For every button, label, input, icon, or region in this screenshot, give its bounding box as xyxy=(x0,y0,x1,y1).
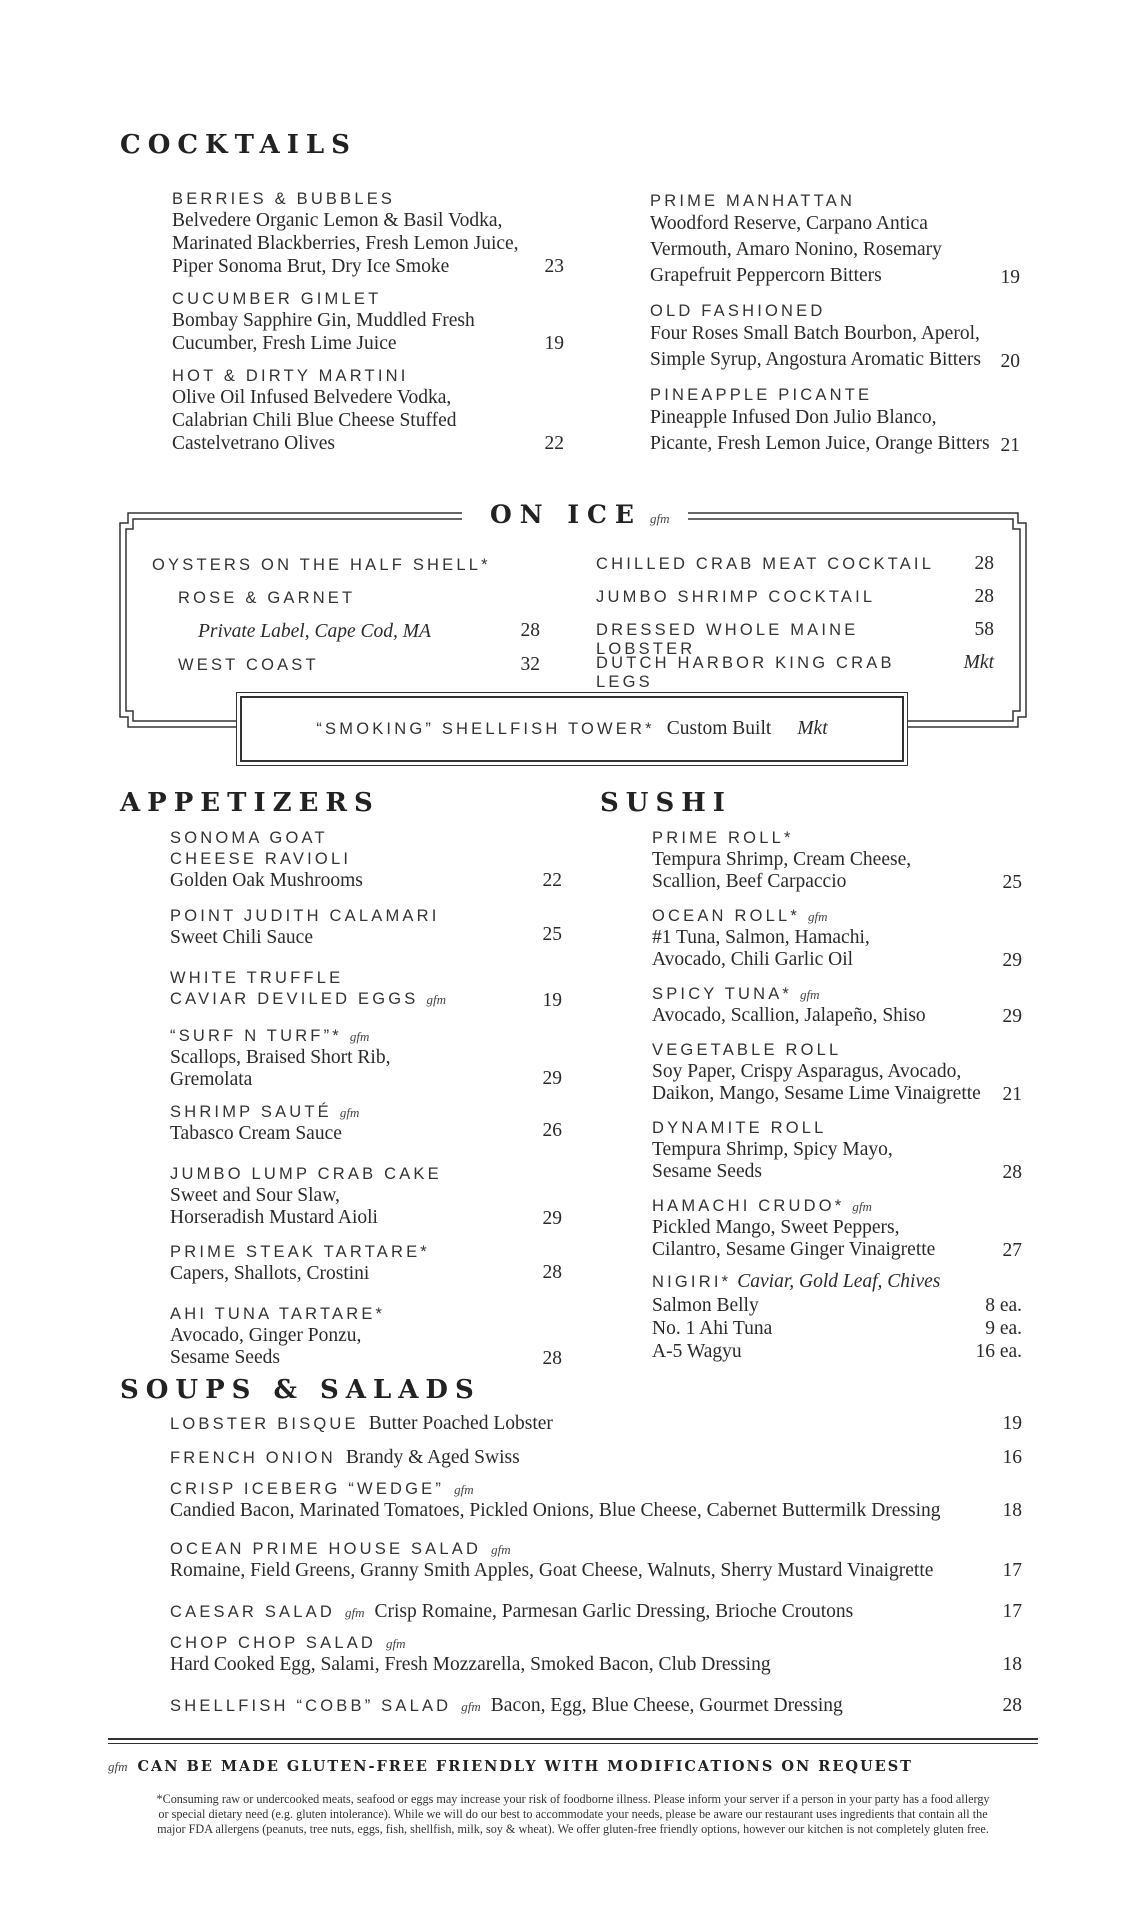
appetizers-column xyxy=(170,828,562,1370)
item-desc: Woodford Reserve, Carpano Antica xyxy=(650,213,928,234)
footer-divider xyxy=(108,1743,1038,1744)
menu-item xyxy=(652,906,1022,972)
item-price: 28 xyxy=(542,1262,562,1283)
item-price: 21 xyxy=(1000,435,1020,456)
item-price: Mkt xyxy=(963,652,994,673)
item-price: 18 xyxy=(1002,1654,1022,1675)
gfm-marker: gfm xyxy=(461,1699,481,1714)
item-desc: Marinated Blackberries, Fresh Lemon Juice, xyxy=(172,233,519,254)
item-name: VEGETABLE ROLL xyxy=(652,1041,842,1059)
item-name: “SURF N TURF”* xyxy=(170,1027,342,1045)
item-desc: Pickled Mango, Sweet Peppers, xyxy=(652,1217,900,1238)
item-name: HOT & DIRTY MARTINI xyxy=(172,367,409,385)
item-title-row xyxy=(170,1600,853,1623)
gfm-marker: gfm xyxy=(426,992,446,1007)
menu-item xyxy=(652,984,1022,1028)
item-desc: Sesame Seeds xyxy=(170,1347,280,1368)
gf-note: CAN BE MADE GLUTEN-FREE FRIENDLY WITH MODIFICATIONS ON REQUEST xyxy=(137,1758,913,1775)
list-item xyxy=(170,1600,1022,1634)
item-title-row xyxy=(170,1634,1022,1653)
menu-item xyxy=(652,1040,1022,1106)
item-desc: Hard Cooked Egg, Salami, Fresh Mozzarella, Smoked Bacon, Club Dressing xyxy=(170,1654,771,1675)
gfm-marker: gfm xyxy=(108,1759,128,1774)
item-title-row xyxy=(170,1480,1022,1499)
item-price: 21 xyxy=(1002,1084,1022,1105)
item-price: 17 xyxy=(1002,1560,1022,1581)
item-desc-row xyxy=(170,1499,1022,1522)
item-price: 9 ea. xyxy=(985,1318,1022,1339)
menu-item xyxy=(170,906,562,950)
disclaimer xyxy=(108,1792,1038,1837)
item-desc: Scallops, Braised Short Rib, xyxy=(170,1047,391,1068)
item-desc: Tempura Shrimp, Cream Cheese, xyxy=(652,849,912,870)
item-name: HAMACHI CRUDO* xyxy=(652,1197,845,1215)
item-name-row xyxy=(170,989,562,1010)
item-desc: A-5 Wagyu xyxy=(652,1341,742,1362)
item-price: 28 xyxy=(974,553,994,574)
gfm-marker: gfm xyxy=(808,909,828,924)
item-desc: Cilantro, Sesame Ginger Vinaigrette xyxy=(652,1239,936,1260)
rose-garnet-price: 28 xyxy=(520,620,540,641)
item-name: POINT JUDITH CALAMARI xyxy=(170,907,440,925)
disclaimer-line: *Consuming raw or undercooked meats, seafood or eggs may increase your risk of foodborne illness. Please inform your server if a person in your party has a food allergy xyxy=(156,1792,990,1806)
item-name-row xyxy=(652,1270,1022,1294)
item-desc: Sweet and Sour Slaw, xyxy=(170,1185,340,1206)
item-title-row xyxy=(170,1694,843,1717)
menu-item xyxy=(652,1196,1022,1262)
rose-garnet-origin: Private Label, Cape Cod, MA xyxy=(198,621,431,642)
item-desc: #1 Tuna, Salmon, Hamachi, xyxy=(652,927,870,948)
item-price: 16 xyxy=(1002,1447,1022,1468)
west-coast-price: 32 xyxy=(520,654,540,675)
shellfish-tower-row xyxy=(242,698,902,760)
item-price: 20 xyxy=(1000,351,1020,372)
list-item xyxy=(652,1294,1022,1317)
item-name-row xyxy=(652,1196,1022,1217)
item-name: CAVIAR DEVILED EGGS xyxy=(170,990,419,1008)
item-desc: Piper Sonoma Brut, Dry Ice Smoke xyxy=(172,256,450,277)
item-name: OLD FASHIONED xyxy=(650,302,826,320)
item-name: PRIME ROLL* xyxy=(652,829,794,847)
item-price: 58 xyxy=(974,619,994,640)
menu-item xyxy=(170,1026,562,1090)
gfm-marker: gfm xyxy=(491,1542,511,1557)
item-desc: Avocado, Ginger Ponzu, xyxy=(170,1325,362,1346)
item-price: 25 xyxy=(542,924,562,945)
item-desc: Olive Oil Infused Belvedere Vodka, xyxy=(172,387,452,408)
rose-garnet-name: ROSE & GARNET xyxy=(178,589,356,607)
item-name: SONOMA GOAT xyxy=(170,829,328,847)
item-name: CRISP ICEBERG “WEDGE” xyxy=(170,1480,445,1498)
menu-item xyxy=(170,1164,562,1230)
item-price: 22 xyxy=(544,433,564,454)
cocktails-heading: COCKTAILS xyxy=(120,130,357,160)
item-price: 28 xyxy=(974,586,994,607)
item-desc: Golden Oak Mushrooms xyxy=(170,870,363,891)
item-title-row xyxy=(170,1540,1022,1559)
item-price: 19 xyxy=(544,333,564,354)
nigiri-block xyxy=(652,1270,1022,1363)
item-price: 29 xyxy=(1002,1006,1022,1027)
item-name: SPICY TUNA* xyxy=(652,985,793,1003)
gfm-marker: gfm xyxy=(454,1482,474,1497)
gfm-marker: gfm xyxy=(649,511,670,526)
item-title-row xyxy=(170,1412,553,1435)
item-name: PRIME STEAK TARTARE* xyxy=(170,1243,430,1261)
item-desc: No. 1 Ahi Tuna xyxy=(652,1318,773,1339)
item-price: 25 xyxy=(1002,872,1022,893)
list-item xyxy=(652,1317,1022,1340)
item-desc: Picante, Fresh Lemon Juice, Orange Bitters xyxy=(650,433,990,454)
item-price: 29 xyxy=(1002,950,1022,971)
item-price: 17 xyxy=(1002,1601,1022,1622)
item-desc: Avocado, Chili Garlic Oil xyxy=(652,949,854,970)
item-desc: Capers, Shallots, Crostini xyxy=(170,1263,370,1284)
item-price: 28 xyxy=(542,1348,562,1369)
gfm-marker: gfm xyxy=(349,1029,370,1044)
menu-item xyxy=(170,828,562,891)
item-price: 26 xyxy=(542,1120,562,1141)
item-desc: Caviar, Gold Leaf, Chives xyxy=(737,1271,941,1292)
menu-item xyxy=(652,1118,1022,1184)
item-name-row xyxy=(170,1026,562,1047)
item-desc: Simple Syrup, Angostura Aromatic Bitters xyxy=(650,349,981,370)
item-desc: Cucumber, Fresh Lime Juice xyxy=(172,333,397,354)
item-desc: Tabasco Cream Sauce xyxy=(170,1123,342,1144)
tower-desc: Custom Built xyxy=(666,718,772,739)
oysters-heading: OYSTERS ON THE HALF SHELL* xyxy=(152,556,491,574)
item-desc: Sesame Seeds xyxy=(652,1161,762,1182)
disclaimer-line: or special dietary need (e.g. gluten intolerance). While we will do our best to accommodate your needs, please be aware our restaurant uses ingredients that contain all the xyxy=(158,1807,988,1821)
item-name: SHELLFISH “COBB” SALAD xyxy=(170,1697,452,1715)
gfm-marker: gfm xyxy=(344,1605,365,1620)
sushi-heading: SUSHI xyxy=(600,788,732,818)
item-price: 18 xyxy=(1002,1500,1022,1521)
item-name: WHITE TRUFFLE xyxy=(170,969,344,987)
soups-salads-heading: SOUPS & SALADS xyxy=(120,1375,481,1405)
gf-note-row xyxy=(108,1758,913,1775)
item-desc-row xyxy=(170,1653,1022,1676)
gfm-marker: gfm xyxy=(852,1199,872,1214)
menu-item xyxy=(170,1304,562,1370)
item-name: CHILLED CRAB MEAT COCKTAIL xyxy=(596,555,935,573)
list-item xyxy=(170,1540,1022,1600)
item-price: 29 xyxy=(542,1068,562,1089)
item-name: NIGIRI* xyxy=(652,1273,732,1291)
item-name: CHEESE RAVIOLI xyxy=(170,850,352,868)
item-desc: Bacon, Egg, Blue Cheese, Gourmet Dressing xyxy=(490,1695,843,1716)
item-desc: Pineapple Infused Don Julio Blanco, xyxy=(650,407,937,428)
item-name: PRIME MANHATTAN xyxy=(650,192,856,210)
menu-item xyxy=(170,1242,562,1286)
item-name: AHI TUNA TARTARE* xyxy=(170,1305,386,1323)
item-desc: Romaine, Field Greens, Granny Smith Apples, Goat Cheese, Walnuts, Sherry Mustard Vinaigrette xyxy=(170,1560,934,1581)
list-item xyxy=(170,1694,1022,1728)
on-ice-title xyxy=(490,500,680,529)
gfm-marker: gfm xyxy=(800,987,820,1002)
item-price: 19 xyxy=(1000,267,1020,288)
gfm-marker: gfm xyxy=(386,1636,406,1651)
tower-name: “SMOKING” SHELLFISH TOWER* xyxy=(316,720,655,738)
item-price: 19 xyxy=(1002,1413,1022,1434)
menu-item xyxy=(652,828,1022,894)
list-item xyxy=(596,553,994,586)
item-name: PINEAPPLE PICANTE xyxy=(650,386,873,404)
item-name: CAESAR SALAD xyxy=(170,1603,335,1621)
item-desc: Vermouth, Amaro Nonino, Rosemary xyxy=(650,239,942,260)
item-desc: Salmon Belly xyxy=(652,1295,759,1316)
item-name-row xyxy=(652,984,1022,1005)
item-desc: Soy Paper, Crispy Asparagus, Avocado, xyxy=(652,1061,962,1082)
item-name: CUCUMBER GIMLET xyxy=(172,290,382,308)
item-desc: Grapefruit Peppercorn Bitters xyxy=(650,265,882,286)
item-name-row xyxy=(170,1102,562,1123)
item-desc: Horseradish Mustard Aioli xyxy=(170,1207,378,1228)
item-desc: Belvedere Organic Lemon & Basil Vodka, xyxy=(172,210,503,231)
item-desc: Candied Bacon, Marinated Tomatoes, Pickled Onions, Blue Cheese, Cabernet Buttermilk Dressing xyxy=(170,1500,941,1521)
west-coast-name: WEST COAST xyxy=(178,656,319,674)
item-desc-row xyxy=(170,1559,1022,1582)
item-desc: Four Roses Small Batch Bourbon, Aperol, xyxy=(650,323,980,344)
shellfish-tower-box xyxy=(240,696,904,762)
list-item xyxy=(596,652,994,691)
tower-price: Mkt xyxy=(797,718,828,739)
item-desc: Butter Poached Lobster xyxy=(368,1413,553,1434)
item-name: OCEAN ROLL* xyxy=(652,907,800,925)
item-desc: Calabrian Chili Blue Cheese Stuffed xyxy=(172,410,457,431)
item-price: 28 xyxy=(1002,1162,1022,1183)
item-desc: Brandy & Aged Swiss xyxy=(345,1447,520,1468)
list-item xyxy=(170,1480,1022,1540)
soups-salads-list xyxy=(170,1412,1022,1728)
disclaimer-line: major FDA allergens (peanuts, tree nuts, eggs, fish, shellfish, milk, soy & wheat). We offer gluten-free friendly options, however our kitchen is not completely gluten free. xyxy=(157,1822,989,1836)
sushi-column xyxy=(652,828,1022,1363)
item-name: JUMBO LUMP CRAB CAKE xyxy=(170,1165,442,1183)
menu-item xyxy=(170,968,562,1012)
on-ice-heading: ON ICE xyxy=(490,500,642,529)
item-desc: Sweet Chili Sauce xyxy=(170,927,313,948)
item-name: DUTCH HARBOR KING CRAB LEGS xyxy=(596,654,895,691)
list-item xyxy=(652,1340,1022,1363)
item-price: 28 xyxy=(1002,1695,1022,1716)
list-item xyxy=(170,1412,1022,1446)
appetizers-heading: APPETIZERS xyxy=(120,788,380,818)
item-name: SHRIMP SAUTÉ xyxy=(170,1103,332,1121)
item-name: LOBSTER BISQUE xyxy=(170,1415,359,1433)
list-item xyxy=(170,1634,1022,1694)
item-desc: Tempura Shrimp, Spicy Mayo, xyxy=(652,1139,893,1160)
item-price: 29 xyxy=(542,1208,562,1229)
item-name: FRENCH ONION xyxy=(170,1449,336,1467)
gfm-marker: gfm xyxy=(339,1105,360,1120)
item-desc: Bombay Sapphire Gin, Muddled Fresh xyxy=(172,310,475,331)
item-name: DRESSED WHOLE MAINE LOBSTER xyxy=(596,621,859,658)
item-desc: Avocado, Scallion, Jalapeño, Shiso xyxy=(652,1005,926,1026)
item-price: 19 xyxy=(542,990,562,1011)
item-name: OCEAN PRIME HOUSE SALAD xyxy=(170,1540,482,1558)
list-item xyxy=(596,586,994,619)
item-desc: Gremolata xyxy=(170,1069,253,1090)
list-item xyxy=(596,619,994,658)
item-price: 16 ea. xyxy=(975,1341,1022,1362)
footer-divider xyxy=(108,1738,1038,1740)
menu-item xyxy=(170,1102,562,1146)
item-name-row xyxy=(652,906,1022,927)
item-name: CHOP CHOP SALAD xyxy=(170,1634,377,1652)
item-name: JUMBO SHRIMP COCKTAIL xyxy=(596,588,876,606)
item-title-row xyxy=(170,1446,520,1469)
item-price: 22 xyxy=(542,870,562,891)
item-price: 23 xyxy=(544,256,564,277)
item-desc: Daikon, Mango, Sesame Lime Vinaigrette xyxy=(652,1083,981,1104)
on-ice-right-list xyxy=(596,553,994,691)
item-desc: Crisp Romaine, Parmesan Garlic Dressing, Brioche Croutons xyxy=(374,1601,854,1622)
item-desc: Castelvetrano Olives xyxy=(172,433,335,454)
item-name: DYNAMITE ROLL xyxy=(652,1119,827,1137)
item-name: BERRIES & BUBBLES xyxy=(172,190,396,208)
item-price: 8 ea. xyxy=(985,1295,1022,1316)
item-desc: Scallion, Beef Carpaccio xyxy=(652,871,847,892)
item-price: 27 xyxy=(1002,1240,1022,1261)
list-item xyxy=(170,1446,1022,1480)
